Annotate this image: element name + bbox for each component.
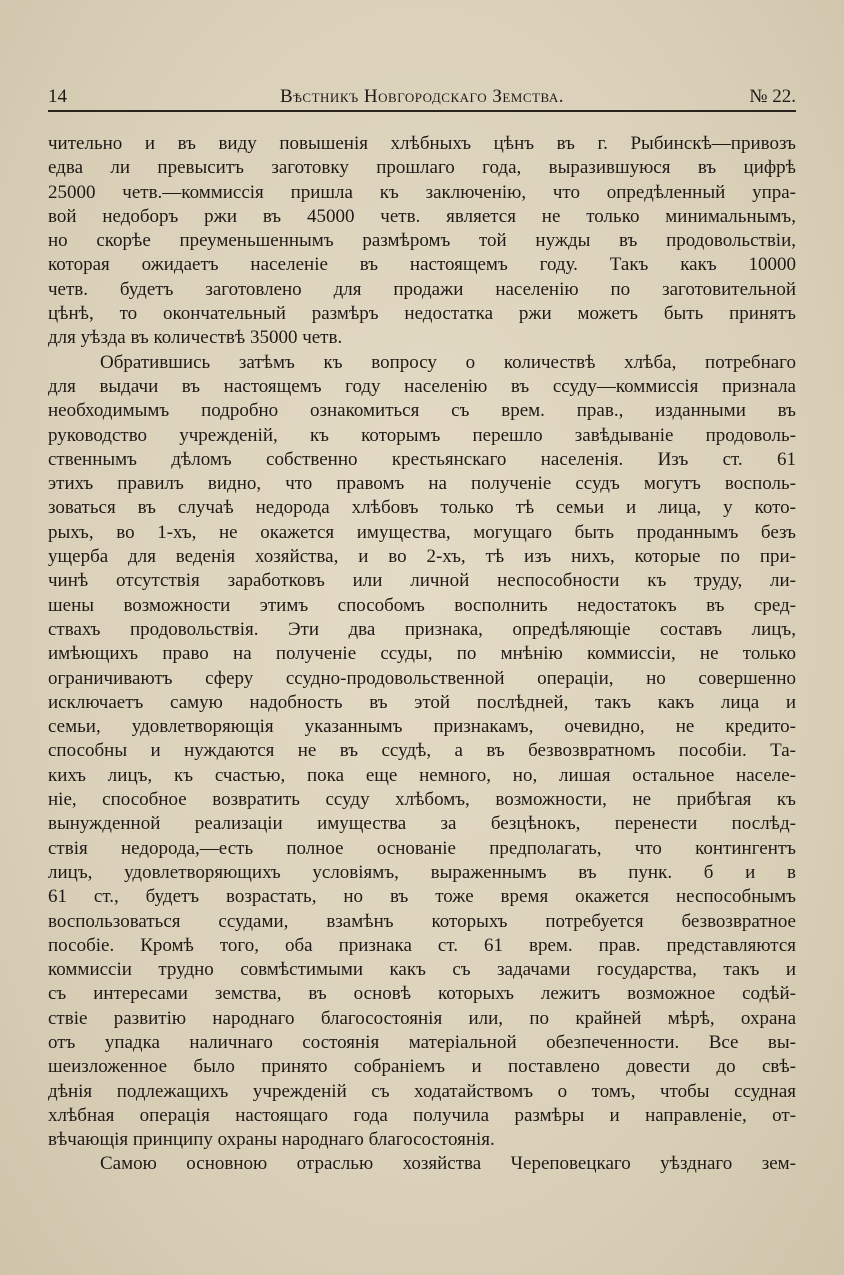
- text-line: которая ожидаетъ населеніе въ настоящемъ году. Такъ какъ 10000: [48, 254, 796, 276]
- text-line: вѣчающія принципу охраны народнаго благосостоянія.: [48, 1129, 495, 1151]
- text-line: этихъ правилъ видно, что правомъ на полученіе ссудъ могутъ восполь-: [48, 473, 796, 495]
- text-line: для выдачи въ настоящемъ году населенію въ ссуду—коммиссія признала: [48, 375, 796, 397]
- text-line: шеизложенное было принято собраніемъ и поставлено довести до свѣ-: [48, 1056, 796, 1078]
- text-line: зоваться въ случаѣ недорода хлѣбовъ только тѣ семьи и лица, у кото-: [48, 497, 796, 519]
- text-line: шены возможности этимъ способомъ восполнить недостатокъ въ сред-: [48, 594, 796, 616]
- page-number: 14: [48, 86, 67, 107]
- text-line: коммиссіи трудно совмѣстимыми какъ съ задачами государства, такъ и: [48, 959, 796, 981]
- text-line: 61 ст., будетъ возрастать, но въ тоже время окажется неспособнымъ: [48, 886, 796, 908]
- text-line: ствія недорода,—есть полное основаніе предполагать, что контингентъ: [48, 837, 796, 859]
- text-line: вой недоборъ ржи въ 45000 четв. является не только минимальнымъ,: [48, 205, 796, 227]
- text-line: ограничиваютъ сферу ссудно-продовольственной операціи, но совершенно: [48, 667, 796, 689]
- text-line: пособіе. Кромѣ того, оба признака ст. 61 врем. прав. представляются: [48, 934, 796, 956]
- text-line: руководство учрежденій, къ которымъ перешло завѣдываніе продоволь-: [48, 424, 796, 446]
- text-line: ущерба для веденія хозяйства, и во 2-хъ, тѣ изъ нихъ, которые по при-: [48, 546, 796, 568]
- text-line: чительно и въ виду повышенія хлѣбныхъ цѣнъ въ г. Рыбинскѣ—привозъ: [48, 133, 796, 154]
- text-line: но скорѣе преуменьшеннымъ размѣромъ той нужды въ продовольствіи,: [48, 230, 796, 252]
- text-line: отъ упадка наличнаго состоянія матеріальной обезпеченности. Все вы-: [48, 1031, 796, 1053]
- text-line: четв. будетъ заготовлено для продажи населенію по заготовительной: [48, 278, 796, 300]
- text-line: воспользоваться ссудами, взамѣнъ которыхъ потребуется безвозвратное: [48, 910, 796, 932]
- text-line: Самою основною отраслью хозяйства Череповецкаго уѣзднаго зем-: [100, 1153, 796, 1175]
- text-line: ственнымъ дѣломъ собственно крестьянскаго населенія. Изъ ст. 61: [48, 448, 796, 470]
- text-line: рыхъ, во 1-хъ, не окажется имущества, могущаго быть проданнымъ безъ: [48, 521, 796, 543]
- journal-title: Вѣстникъ Новгородскаго Земства.: [280, 86, 564, 107]
- text-line: едва ли превыситъ заготовку прошлаго года, выразившуюся въ цифрѣ: [48, 157, 796, 179]
- text-line: для уѣзда въ количествѣ 35000 четв.: [48, 327, 343, 349]
- text-line: ствіе развитію народнаго благосостоянія или, по крайней мѣрѣ, охрана: [48, 1007, 796, 1029]
- text-line: лицъ, удовлетворяющихъ условіямъ, выраженнымъ въ пунк. б и в: [48, 861, 796, 883]
- text-line: 25000 четв.—коммиссія пришла къ заключенію, что опредѣленный упра-: [48, 181, 796, 203]
- text-line: необходимымъ подробно ознакомиться съ врем. прав., изданными въ: [48, 400, 796, 422]
- text-line: дѣнія подлежащихъ учрежденій съ ходатайствомъ о томъ, чтобы ссудная: [48, 1080, 796, 1102]
- text-line: исключаетъ самую надобность въ этой послѣдней, такъ какъ лица и: [48, 691, 796, 713]
- text-line: вынужденной реализаціи имущества за безцѣнокъ, перенести послѣд-: [48, 813, 796, 835]
- header-rule: [48, 110, 796, 112]
- text-line: кихъ лицъ, къ счастью, пока еще немного, но, лишая остальное населе-: [48, 764, 796, 786]
- body-text: [48, 132, 796, 1177]
- issue-number: № 22.: [749, 86, 796, 107]
- page-header: [48, 82, 796, 112]
- text-line: имѣющихъ право на полученіе ссуды, по мнѣнію коммиссіи, не только: [48, 643, 796, 665]
- text-line: цѣнѣ, то окончательный размѣръ недостатка ржи можетъ быть принятъ: [48, 303, 796, 325]
- text-line: съ интересами земства, въ основѣ которыхъ лежитъ возможное содѣй-: [48, 983, 796, 1005]
- text-line: хлѣбная операція настоящаго года получила размѣры и направленіе, от-: [48, 1104, 796, 1126]
- text-line: ствахъ продовольствія. Эти два признака, опредѣляющіе составъ лицъ,: [48, 618, 796, 640]
- text-line: ніе, способное возвратить ссуду хлѣбомъ, возможности, не прибѣгая къ: [48, 789, 796, 811]
- text-line: способны и нуждаются не въ ссудѣ, а въ безвозвратномъ пособіи. Та-: [48, 740, 796, 762]
- text-line: семьи, удовлетворяющія указаннымъ признакамъ, очевидно, не кредито-: [48, 716, 796, 738]
- text-line: чинѣ отсутствія заработковъ или личной неспособности къ труду, ли-: [48, 570, 796, 592]
- text-line: Обратившись затѣмъ къ вопросу о количествѣ хлѣба, потребнаго: [100, 351, 796, 373]
